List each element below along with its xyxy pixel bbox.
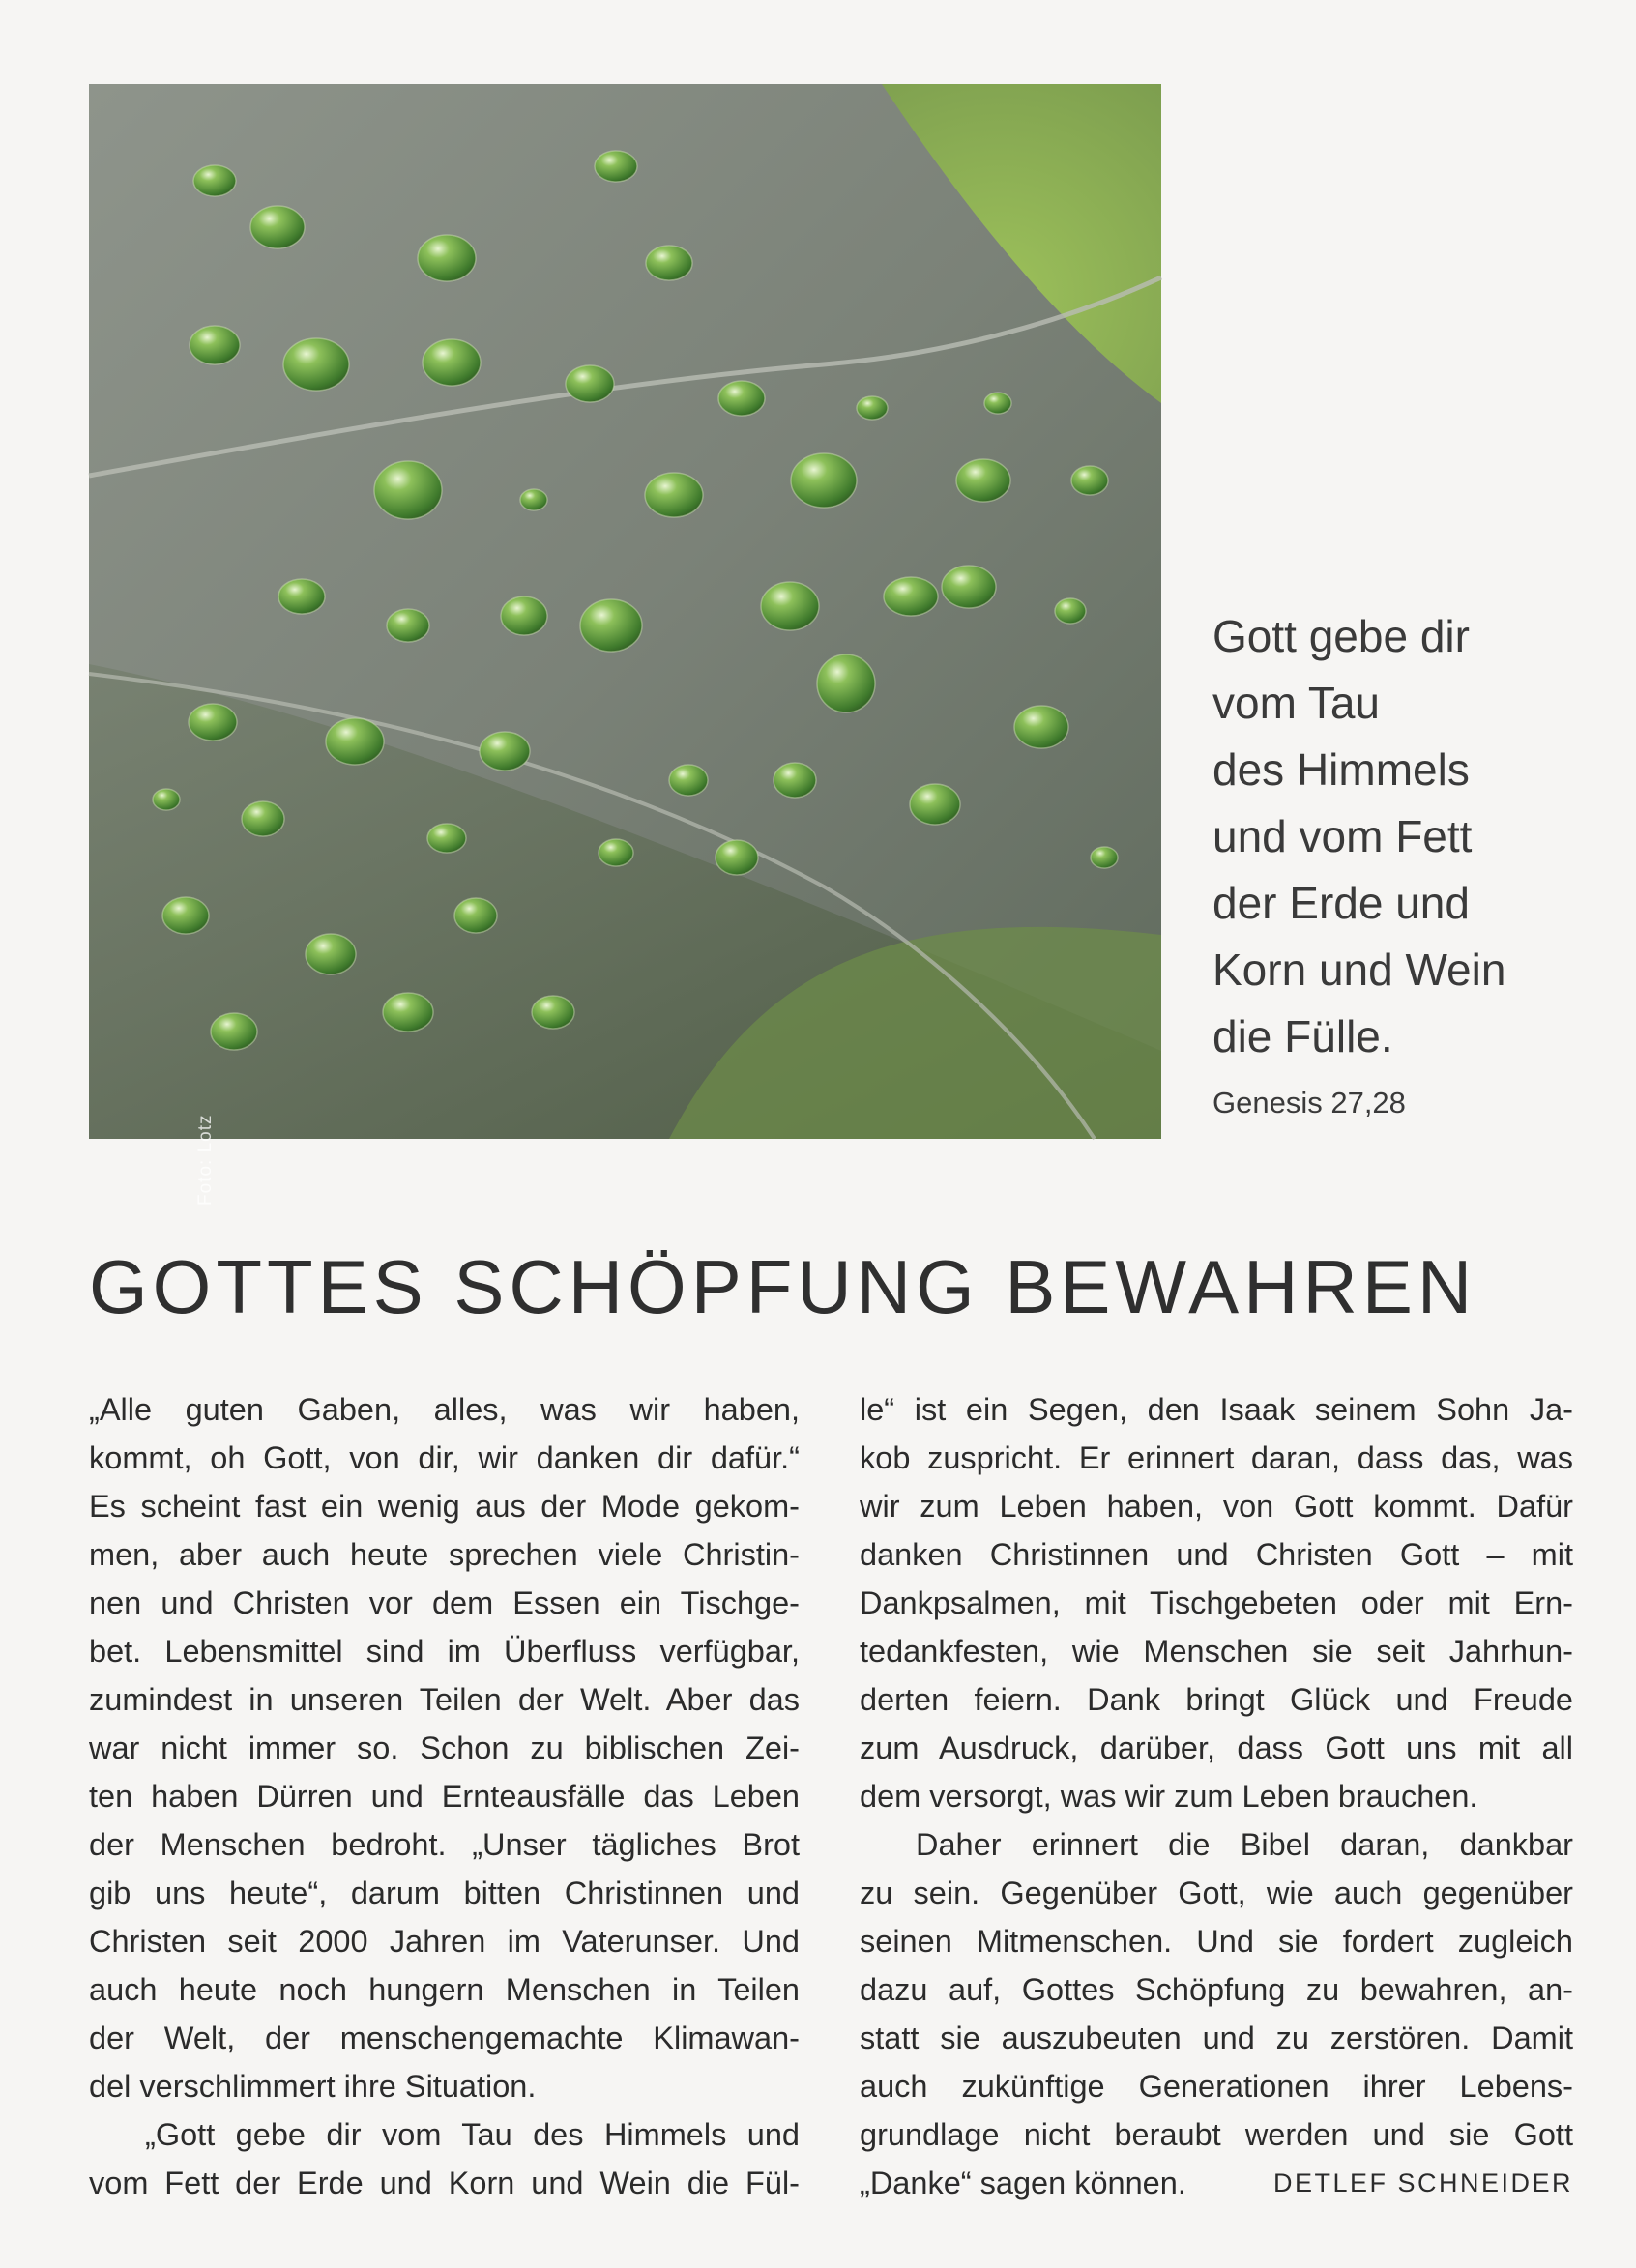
- article-headline: GOTTES SCHÖPFUNG BEWAHREN: [89, 1244, 1477, 1329]
- body-line: zu sein. Gegenüber Gott, wie auch gegenüber: [860, 1875, 1573, 1910]
- body-line: Daher erinnert die Bibel daran, dankbar: [916, 1827, 1573, 1862]
- body-line: statt sie auszubeuten und zu zerstören. Damit: [860, 2021, 1573, 2055]
- body-line: seinen Mitmenschen. Und sie fordert zugleich: [860, 1924, 1573, 1959]
- body-line: „Alle guten Gaben, alles, was wir haben,: [89, 1392, 800, 1427]
- body-line: der Welt, der menschengemachte Klimawan-: [89, 2021, 800, 2055]
- body-line: bet. Lebensmittel sind im Überfluss verfügbar,: [89, 1634, 800, 1669]
- photo-credit: Foto: Lotz: [195, 1114, 216, 1206]
- body-line: kommt, oh Gott, von dir, wir danken dir dafür.“: [89, 1440, 800, 1475]
- body-line: wir zum Leben haben, von Gott kommt. Dafür: [860, 1489, 1573, 1524]
- body-line: grundlage nicht beraubt werden und sie Gott: [860, 2117, 1573, 2152]
- body-line: derten feiern. Dank bringt Glück und Freude: [860, 1682, 1573, 1717]
- body-line: le“ ist ein Segen, den Isaak seinem Sohn Ja-: [860, 1392, 1573, 1427]
- body-column-right: [860, 1385, 1573, 2207]
- body-line: dem versorgt, was wir zum Leben brauchen.: [860, 1779, 1478, 1814]
- body-line: vom Fett der Erde und Korn und Wein die Fül-: [89, 2166, 800, 2200]
- quote-reference: Genesis 27,28: [1212, 1086, 1406, 1119]
- body-line: ten haben Dürren und Ernteausfälle das Leben: [89, 1779, 800, 1814]
- body-line: danken Christinnen und Christen Gott – mit: [860, 1537, 1573, 1572]
- body-line: del verschlimmert ihre Situation.: [89, 2069, 537, 2104]
- quote-line: des Himmels: [1212, 744, 1470, 795]
- body-line: war nicht immer so. Schon zu biblischen Zei-: [89, 1730, 800, 1765]
- body-line: Dankpsalmen, mit Tischgebeten oder mit Ern-: [860, 1585, 1573, 1620]
- body-line: Christen seit 2000 Jahren im Vaterunser. Und: [89, 1924, 800, 1959]
- body-line: Es scheint fast ein wenig aus der Mode gekom-: [89, 1489, 800, 1524]
- closing-line: [860, 2159, 1573, 2207]
- body-line: der Menschen bedroht. „Unser tägliches Brot: [89, 1827, 800, 1862]
- body-line: „Gott gebe dir vom Tau des Himmels und: [145, 2117, 800, 2152]
- quote-line: die Fülle.: [1212, 1011, 1393, 1061]
- quote-line: Korn und Wein: [1212, 945, 1506, 995]
- body-column-left: [89, 1385, 800, 2207]
- closing-text: „Danke“ sagen können.: [860, 2166, 1186, 2200]
- body-line: gib uns heute“, darum bitten Christinnen und: [89, 1875, 800, 1910]
- quote-line: Gott gebe dir: [1212, 611, 1470, 661]
- author-name: DETLEF SCHNEIDER: [1272, 2168, 1573, 2197]
- leaf-with-raindrops-photo: [89, 84, 1161, 1206]
- bible-quote: [1212, 603, 1599, 1120]
- body-line: auch heute noch hungern Menschen in Teilen: [89, 1972, 800, 2007]
- body-line: tedankfesten, wie Menschen sie seit Jahrhun-: [860, 1634, 1573, 1669]
- body-line: zum Ausdruck, darüber, dass Gott uns mit all: [860, 1730, 1573, 1765]
- quote-line: und vom Fett: [1212, 811, 1473, 861]
- body-line: nen und Christen vor dem Essen ein Tischge-: [89, 1585, 800, 1620]
- body-line: men, aber auch heute sprechen viele Christin-: [89, 1537, 800, 1572]
- quote-line: der Erde und: [1212, 878, 1470, 928]
- body-line: kob zuspricht. Er erinnert daran, dass das, was: [860, 1440, 1573, 1475]
- quote-line: vom Tau: [1212, 678, 1381, 728]
- body-line: zumindest in unseren Teilen der Welt. Aber das: [89, 1682, 800, 1717]
- body-line: auch zukünftige Generationen ihrer Lebens-: [860, 2069, 1573, 2104]
- body-line: dazu auf, Gottes Schöpfung zu bewahren, an-: [860, 1972, 1573, 2007]
